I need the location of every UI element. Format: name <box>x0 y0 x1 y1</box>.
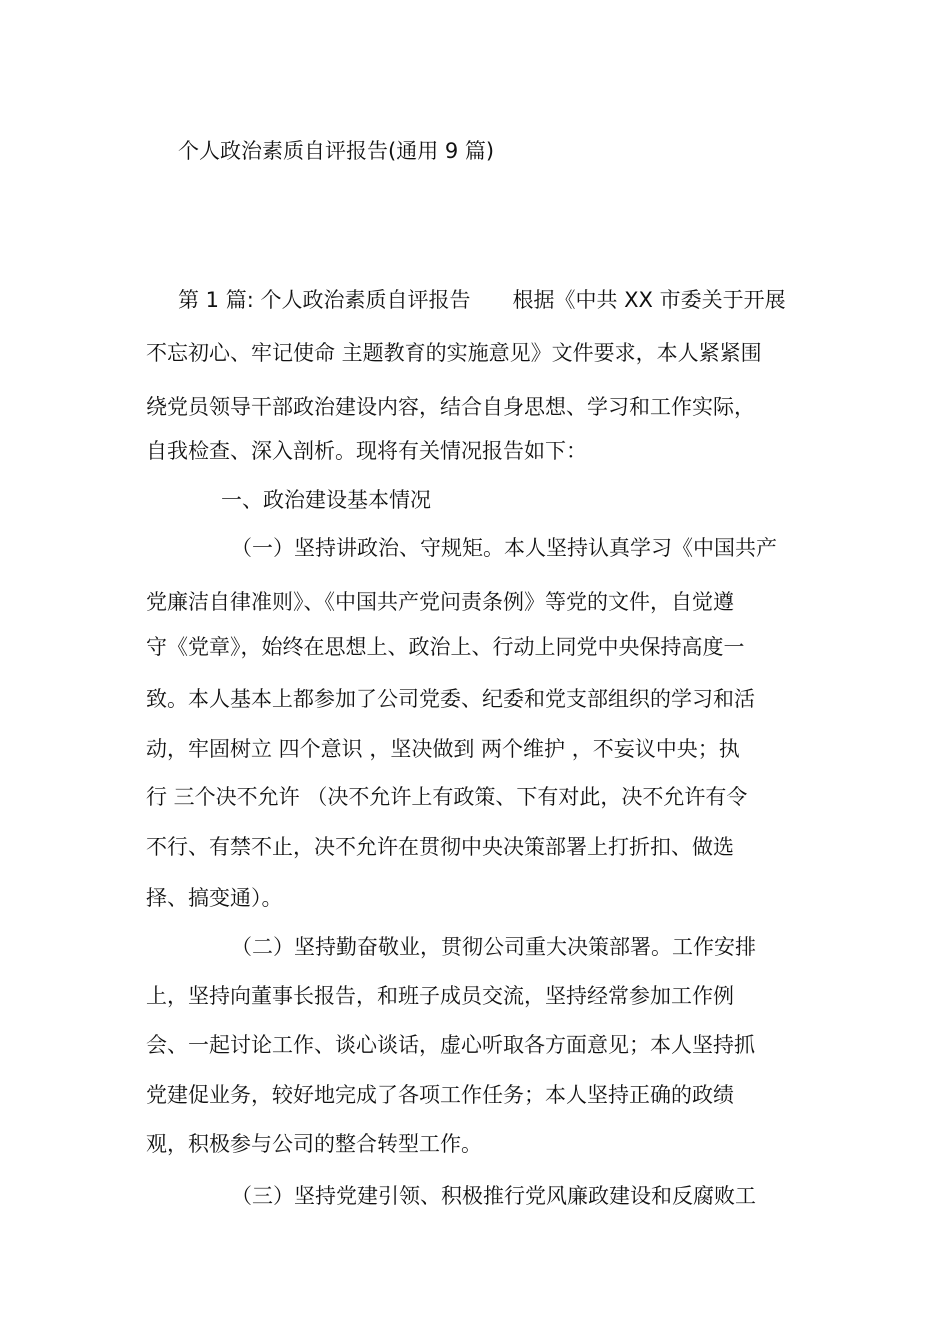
paragraph-3-line: （二）坚持勤奋敬业，贯彻公司重大决策部署。工作安排 <box>231 935 756 959</box>
paragraph-1-line: 第 1 篇: 个人政治素质自评报告 根据《中共 XX 市委关于开展 <box>178 288 786 312</box>
paragraph-2-line: 党廉洁自律准则》、《中国共产党问责条例》等党的文件，自觉遵 <box>146 590 734 614</box>
paragraph-1-line: 不忘初心、牢记使命 主题教育的实施意见》文件要求，本人紧紧围 <box>146 341 762 365</box>
paragraph-2-line: 择、搞变通）。 <box>146 886 283 910</box>
document-title: 个人政治素质自评报告(通用 9 篇) <box>178 139 495 163</box>
paragraph-2-line: 动，牢固树立 四个意识 ，坚决做到 两个维护 ，不妄议中央；执 <box>146 737 740 761</box>
paragraph-4-line: （三）坚持党建引领、积极推行党风廉政建设和反腐败工 <box>231 1184 756 1208</box>
paragraph-1-line: 绕党员领导干部政治建设内容，结合自身思想、学习和工作实际， <box>146 395 755 419</box>
section-heading: 一、政治建设基本情况 <box>221 488 431 512</box>
paragraph-3-line: 会、一起讨论工作、谈心谈话，虚心听取各方面意见；本人坚持抓 <box>146 1033 755 1057</box>
paragraph-1-line: 自我检查、深入剖析。现将有关情况报告如下： <box>146 439 587 463</box>
paragraph-2-line: 守《党章》，始终在思想上、政治上、行动上同党中央保持高度一 <box>146 635 745 659</box>
paragraph-2-line: （一）坚持讲政治、守规矩。本人坚持认真学习《中国共产 <box>231 536 777 560</box>
paragraph-3-line: 党建促业务，较好地完成了各项工作任务；本人坚持正确的政绩 <box>146 1083 734 1107</box>
paragraph-3-line: 上，坚持向董事长报告，和班子成员交流，坚持经常参加工作例 <box>146 984 734 1008</box>
paragraph-2-line: 致。本人基本上都参加了公司党委、纪委和党支部组织的学习和活 <box>146 687 755 711</box>
paragraph-3-line: 观，积极参与公司的整合转型工作。 <box>146 1132 482 1156</box>
paragraph-2-line: 不行、有禁不止，决不允许在贯彻中央决策部署上打折扣、做选 <box>146 835 734 859</box>
paragraph-2-line: 行 三个决不允许 （决不允许上有政策、下有对此，决不允许有令 <box>146 785 748 809</box>
